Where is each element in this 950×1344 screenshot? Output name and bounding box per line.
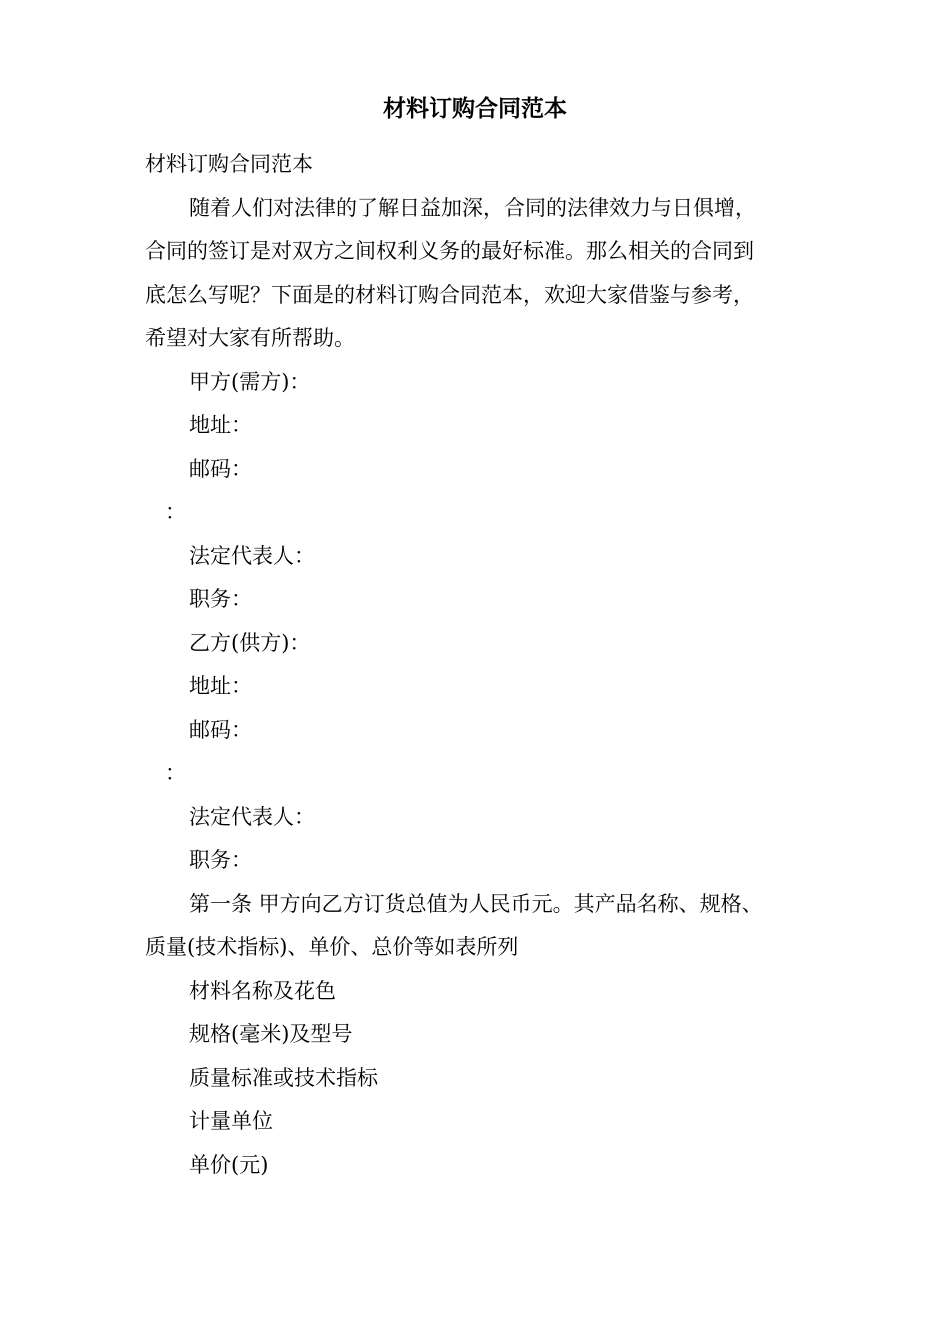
party-b-block — [145, 622, 805, 883]
intro-line: 随着人们对法律的了解日益加深，合同的法律效力与日俱增， — [189, 195, 756, 220]
intro-line: 希望对大家有所帮助。 — [145, 326, 355, 350]
party-b-position: 职务： — [189, 848, 252, 872]
document-subtitle: 材料订购合同范本 — [145, 152, 313, 176]
party-a-block — [145, 361, 805, 622]
table-field-item: 规格(毫米)及型号 — [189, 1022, 353, 1046]
party-b-postcode: 邮码： — [189, 717, 252, 742]
intro-paragraph — [145, 187, 805, 361]
party-b-address: 地址： — [189, 674, 252, 698]
party-a-legal-rep: 法定代表人： — [189, 543, 315, 568]
table-field-item: 计量单位 — [189, 1109, 273, 1133]
party-a-label: 甲方(需方)： — [189, 369, 311, 394]
document-title: 材料订购合同范本 — [383, 95, 567, 122]
table-field-item: 材料名称及花色 — [189, 978, 336, 1003]
intro-line: 合同的签订是对双方之间权利义务的最好标准。那么相关的合同到 — [145, 239, 754, 263]
intro-line: 底怎么写呢？下面是的材料订购合同范本，欢迎大家借鉴与参考， — [145, 282, 754, 307]
party-a-address: 地址： — [189, 413, 252, 437]
article-one — [145, 883, 805, 970]
party-b-phone: ： — [165, 761, 186, 785]
article-one-line: 质量(技术指标)、单价、总价等如表所列 — [145, 935, 519, 959]
article-one-line: 第一条 甲方向乙方订货总值为人民币元。其产品名称、规格、 — [189, 891, 763, 916]
party-a-phone: ： — [165, 500, 186, 524]
party-a-position: 职务： — [189, 587, 252, 611]
table-field-item: 单价(元) — [189, 1152, 269, 1177]
party-a-postcode: 邮码： — [189, 456, 252, 481]
party-b-legal-rep: 法定代表人： — [189, 804, 315, 829]
table-field-list — [145, 970, 805, 1188]
table-field-item: 质量标准或技术指标 — [189, 1065, 378, 1090]
party-b-label: 乙方(供方)： — [189, 630, 311, 655]
document-body — [145, 143, 805, 1187]
